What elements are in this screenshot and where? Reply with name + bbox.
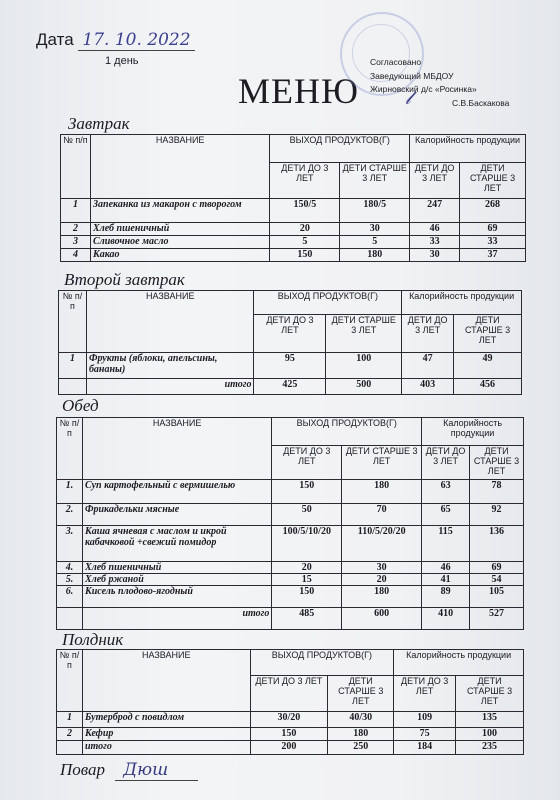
col-old: ДЕТИ СТАРШЕ 3 ЛЕТ bbox=[326, 315, 402, 353]
total-cal-old: 235 bbox=[456, 741, 524, 755]
col-cal-old: ДЕТИ СТАРШЕ 3 ЛЕТ bbox=[470, 446, 524, 480]
total-cal-old: 527 bbox=[470, 608, 524, 630]
total-row bbox=[59, 379, 522, 395]
row-num: 6. bbox=[57, 586, 83, 608]
table-row bbox=[57, 526, 524, 562]
row-out-old: 20 bbox=[342, 574, 422, 586]
row-out-young: 150 bbox=[270, 249, 340, 262]
row-cal-old: 135 bbox=[456, 712, 524, 728]
row-num: 5. bbox=[57, 574, 83, 586]
row-out-young: 15 bbox=[272, 574, 342, 586]
col-calories: Калорийность продукции bbox=[394, 650, 524, 676]
row-cal-old: 105 bbox=[470, 586, 524, 608]
total-row bbox=[57, 608, 524, 630]
col-cal-old: ДЕТИ СТАРШЕ 3 ЛЕТ bbox=[456, 676, 524, 712]
row-cal-old: 37 bbox=[460, 249, 526, 262]
col-young: ДЕТИ ДО 3 ЛЕТ bbox=[254, 315, 326, 353]
table-row bbox=[61, 236, 526, 249]
date-label: Дата bbox=[36, 30, 74, 49]
cook-line bbox=[60, 760, 198, 780]
row-cal-young: 46 bbox=[410, 223, 460, 236]
row-cal-old: 69 bbox=[460, 223, 526, 236]
total-cal-young: 403 bbox=[402, 379, 454, 395]
col-young: ДЕТИ ДО 3 ЛЕТ bbox=[272, 446, 342, 480]
col-output: ВЫХОД ПРОДУКТОВ(Г) bbox=[272, 418, 422, 446]
row-name: Фрикадельки мясные bbox=[82, 504, 271, 526]
date-value: 17. 10. 2022 bbox=[78, 30, 194, 51]
col-name: НАЗВАНИЕ bbox=[82, 418, 271, 480]
row-cal-young: 41 bbox=[422, 574, 470, 586]
row-cal-young: 115 bbox=[422, 526, 470, 562]
row-cal-young: 33 bbox=[410, 236, 460, 249]
row-cal-old: 92 bbox=[470, 504, 524, 526]
row-num: 2 bbox=[61, 223, 91, 236]
row-out-young: 150/5 bbox=[270, 199, 340, 223]
table-row bbox=[57, 586, 524, 608]
row-cal-young: 46 bbox=[422, 562, 470, 574]
total-out-young: 485 bbox=[272, 608, 342, 630]
row-cal-young: 30 bbox=[410, 249, 460, 262]
row-out-old: 180 bbox=[342, 480, 422, 504]
row-name: Каша ячневая с маслом и икрой кабачковой +свежий помидор bbox=[82, 526, 271, 562]
row-out-old: 180 bbox=[328, 728, 394, 741]
row-name: Хлеб пшеничный bbox=[82, 562, 271, 574]
row-cal-young: 47 bbox=[402, 353, 454, 379]
row-num: 2. bbox=[57, 504, 83, 526]
row-num: 3 bbox=[61, 236, 91, 249]
col-cal-young: ДЕТИ ДО 3 ЛЕТ bbox=[394, 676, 456, 712]
table-row bbox=[57, 504, 524, 526]
row-name: Запеканка из макарон с творогом bbox=[90, 199, 270, 223]
row-out-old: 70 bbox=[342, 504, 422, 526]
total-out-old: 500 bbox=[326, 379, 402, 395]
page-title: МЕНЮ bbox=[238, 71, 359, 111]
row-out-young: 150 bbox=[272, 586, 342, 608]
col-calories: Калорийность продукции bbox=[422, 418, 524, 446]
row-cal-old: 33 bbox=[460, 236, 526, 249]
row-out-young: 150 bbox=[272, 480, 342, 504]
row-name: Кефир bbox=[82, 728, 250, 741]
row-name: Бутерброд с повидлом bbox=[82, 712, 250, 728]
col-cal-old: ДЕТИ СТАРШЕ 3 ЛЕТ bbox=[454, 315, 522, 353]
table-row bbox=[59, 353, 522, 379]
row-cal-old: 49 bbox=[454, 353, 522, 379]
row-cal-old: 54 bbox=[470, 574, 524, 586]
lunch-table bbox=[56, 417, 524, 630]
row-out-old: 30 bbox=[340, 223, 410, 236]
row-num: 1 bbox=[57, 712, 83, 728]
date-line bbox=[36, 30, 195, 50]
approval-line-2: Заведующий МБДОУ bbox=[370, 70, 454, 81]
total-out-young: 200 bbox=[250, 741, 328, 755]
row-num: 1. bbox=[57, 480, 83, 504]
breakfast-table bbox=[60, 134, 526, 262]
row-name: Фрукты (яблоки, апельсины, бананы) bbox=[86, 353, 254, 379]
col-name: НАЗВАНИЕ bbox=[90, 135, 270, 199]
row-name: Сливочное масло bbox=[90, 236, 270, 249]
day-label: 1 день bbox=[105, 55, 139, 67]
row-cal-young: 89 bbox=[422, 586, 470, 608]
approval-signature: 𝓁 bbox=[405, 88, 411, 109]
row-cal-old: 136 bbox=[470, 526, 524, 562]
row-cal-young: 65 bbox=[422, 504, 470, 526]
table-row bbox=[57, 574, 524, 586]
row-out-young: 20 bbox=[270, 223, 340, 236]
total-row bbox=[57, 741, 524, 755]
col-output: ВЫХОД ПРОДУКТОВ(Г) bbox=[254, 291, 402, 315]
col-cal-young: ДЕТИ ДО 3 ЛЕТ bbox=[422, 446, 470, 480]
col-cal-young: ДЕТИ ДО 3 ЛЕТ bbox=[410, 163, 460, 199]
col-young: ДЕТИ ДО 3 ЛЕТ bbox=[270, 163, 340, 199]
row-out-old: 100 bbox=[326, 353, 402, 379]
total-cal-young: 184 bbox=[394, 741, 456, 755]
row-cal-young: 63 bbox=[422, 480, 470, 504]
table-row bbox=[57, 712, 524, 728]
row-cal-old: 268 bbox=[460, 199, 526, 223]
col-old: ДЕТИ СТАРШЕ 3 ЛЕТ bbox=[342, 446, 422, 480]
row-cal-old: 69 bbox=[470, 562, 524, 574]
row-out-old: 180 bbox=[342, 586, 422, 608]
table-row bbox=[57, 728, 524, 741]
row-num: 1 bbox=[59, 353, 87, 379]
row-out-old: 5 bbox=[340, 236, 410, 249]
row-out-young: 95 bbox=[254, 353, 326, 379]
row-name: Суп картофельный с вермишелью bbox=[82, 480, 271, 504]
col-old: ДЕТИ СТАРШЕ 3 ЛЕТ bbox=[340, 163, 410, 199]
total-label: итого bbox=[86, 379, 254, 395]
approval-block bbox=[370, 56, 509, 110]
row-num: 4. bbox=[57, 562, 83, 574]
table-row bbox=[61, 199, 526, 223]
col-calories: Калорийность продукции bbox=[402, 291, 522, 315]
row-cal-old: 78 bbox=[470, 480, 524, 504]
row-num: 4 bbox=[61, 249, 91, 262]
col-cal-young: ДЕТИ ДО 3 ЛЕТ bbox=[402, 315, 454, 353]
table-row bbox=[57, 562, 524, 574]
row-cal-young: 75 bbox=[394, 728, 456, 741]
table-row bbox=[57, 480, 524, 504]
col-calories: Калорийность продукции bbox=[410, 135, 526, 163]
row-name: Хлеб пшеничный bbox=[90, 223, 270, 236]
section-title-snack: Полдник bbox=[62, 630, 124, 649]
col-old: ДЕТИ СТАРШЕ 3 ЛЕТ bbox=[328, 676, 394, 712]
row-out-young: 5 bbox=[270, 236, 340, 249]
row-name: Какао bbox=[90, 249, 270, 262]
col-num: № п/п bbox=[59, 291, 87, 353]
row-out-old: 180 bbox=[340, 249, 410, 262]
total-label: итого bbox=[82, 741, 250, 755]
row-cal-old: 100 bbox=[456, 728, 524, 741]
approval-line-1: Согласовано bbox=[370, 57, 422, 67]
col-name: НАЗВАНИЕ bbox=[82, 650, 250, 712]
col-num: № п/п bbox=[57, 418, 83, 480]
row-num: 1 bbox=[61, 199, 91, 223]
col-num: № п/п bbox=[57, 650, 83, 712]
col-num: № п/п bbox=[61, 135, 91, 199]
second-breakfast-table bbox=[58, 290, 522, 395]
section-title-lunch: Обед bbox=[62, 396, 99, 415]
col-output: ВЫХОД ПРОДУКТОВ(Г) bbox=[270, 135, 410, 163]
col-name: НАЗВАНИЕ bbox=[86, 291, 254, 353]
col-young: ДЕТИ ДО 3 ЛЕТ bbox=[250, 676, 328, 712]
total-out-old: 600 bbox=[342, 608, 422, 630]
row-out-young: 50 bbox=[272, 504, 342, 526]
row-out-old: 40/30 bbox=[328, 712, 394, 728]
row-out-old: 30 bbox=[342, 562, 422, 574]
row-cal-young: 109 bbox=[394, 712, 456, 728]
row-out-young: 100/5/10/20 bbox=[272, 526, 342, 562]
section-title-second-breakfast: Второй завтрак bbox=[64, 270, 185, 289]
snack-table bbox=[56, 649, 524, 755]
col-cal-old: ДЕТИ СТАРШЕ 3 ЛЕТ bbox=[460, 163, 526, 199]
row-out-old: 180/5 bbox=[340, 199, 410, 223]
approval-line-4: С.В.Баскакова bbox=[452, 97, 510, 108]
cook-label: Повар bbox=[60, 760, 106, 779]
table-row bbox=[61, 249, 526, 262]
row-name: Хлеб ржаной bbox=[82, 574, 271, 586]
row-out-old: 110/5/20/20 bbox=[342, 526, 422, 562]
row-out-young: 150 bbox=[250, 728, 328, 741]
row-out-young: 20 bbox=[272, 562, 342, 574]
table-row bbox=[61, 223, 526, 236]
total-out-young: 425 bbox=[254, 379, 326, 395]
cook-signature: Дюш bbox=[115, 760, 198, 781]
row-cal-young: 247 bbox=[410, 199, 460, 223]
col-output: ВЫХОД ПРОДУКТОВ(Г) bbox=[250, 650, 394, 676]
total-cal-young: 410 bbox=[422, 608, 470, 630]
approval-line-3: Жирновский д/с «Росинка» bbox=[370, 84, 477, 94]
total-cal-old: 456 bbox=[454, 379, 522, 395]
section-title-breakfast: Завтрак bbox=[68, 114, 130, 133]
total-label: итого bbox=[82, 608, 271, 630]
row-num: 3. bbox=[57, 526, 83, 562]
row-name: Кисель плодово-ягодный bbox=[82, 586, 271, 608]
total-out-old: 250 bbox=[328, 741, 394, 755]
row-out-young: 30/20 bbox=[250, 712, 328, 728]
row-num: 2 bbox=[57, 728, 83, 741]
